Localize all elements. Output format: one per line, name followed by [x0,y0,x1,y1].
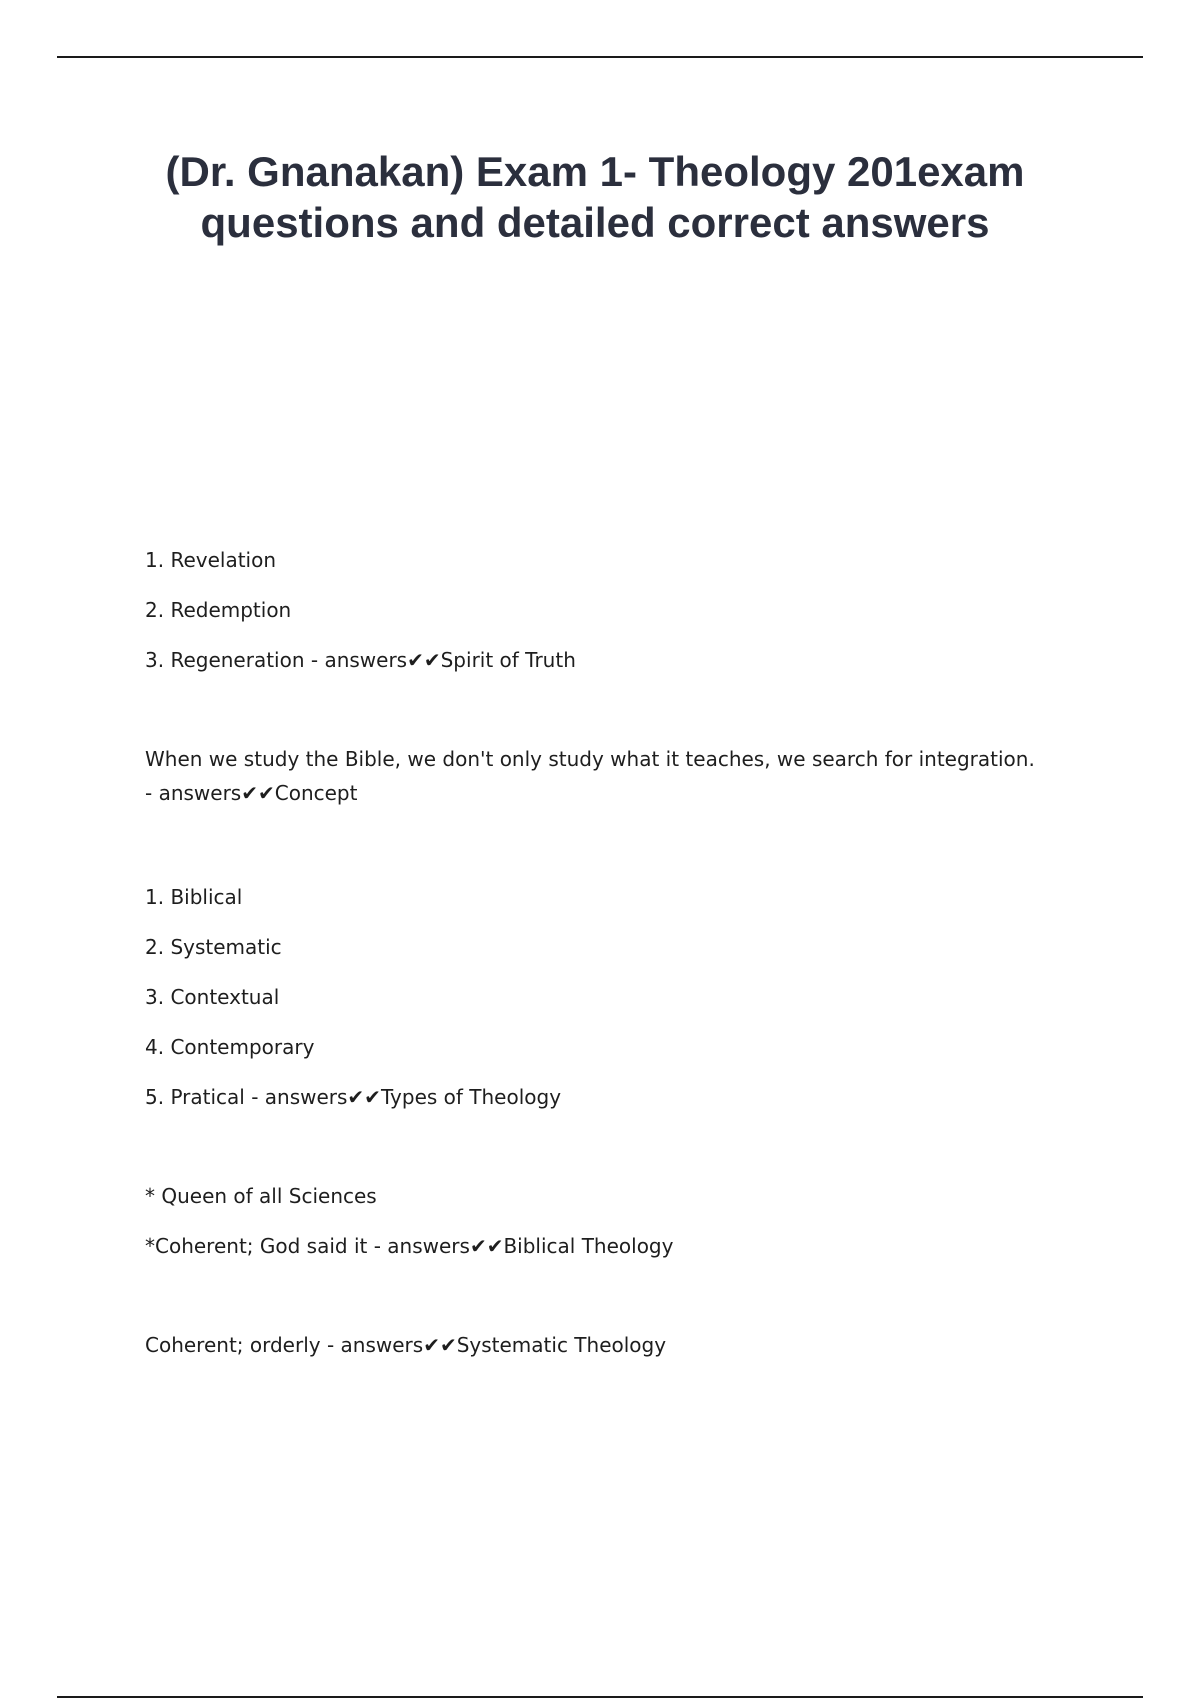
list-item: 2. Systematic [145,935,282,959]
list-item: * Queen of all Sciences [145,1184,377,1208]
top-divider [57,56,1143,58]
question-block-4 [145,1184,1045,1258]
document-title: (Dr. Gnanakan) Exam 1- Theology 201exam questions and detailed correct answers [165,148,1025,246]
bottom-divider [57,1696,1143,1698]
list-item: 4. Contemporary [145,1035,315,1059]
paragraph: When we study the Bible, we don't only study what it teaches, we search for integration. - answers✔✔Concept [145,747,1035,805]
list-item: 1. Biblical [145,885,243,909]
list-item: 1. Revelation [145,548,277,572]
question-block-1 [145,548,1045,672]
list-item: 5. Pratical - answers✔✔Types of Theology [145,1085,562,1109]
question-block-3 [145,885,1045,1109]
list-item: 3. Contextual [145,985,280,1009]
list-item: *Coherent; God said it - answers✔✔Biblical Theology [145,1234,674,1258]
question-block-5 [145,1333,1045,1357]
document-body [145,548,1045,1357]
list-item: 3. Regeneration - answers✔✔Spirit of Truth [145,648,576,672]
list-item: 2. Redemption [145,598,292,622]
list-item: Coherent; orderly - answers✔✔Systematic Theology [145,1333,667,1357]
question-block-2 [145,742,1045,810]
